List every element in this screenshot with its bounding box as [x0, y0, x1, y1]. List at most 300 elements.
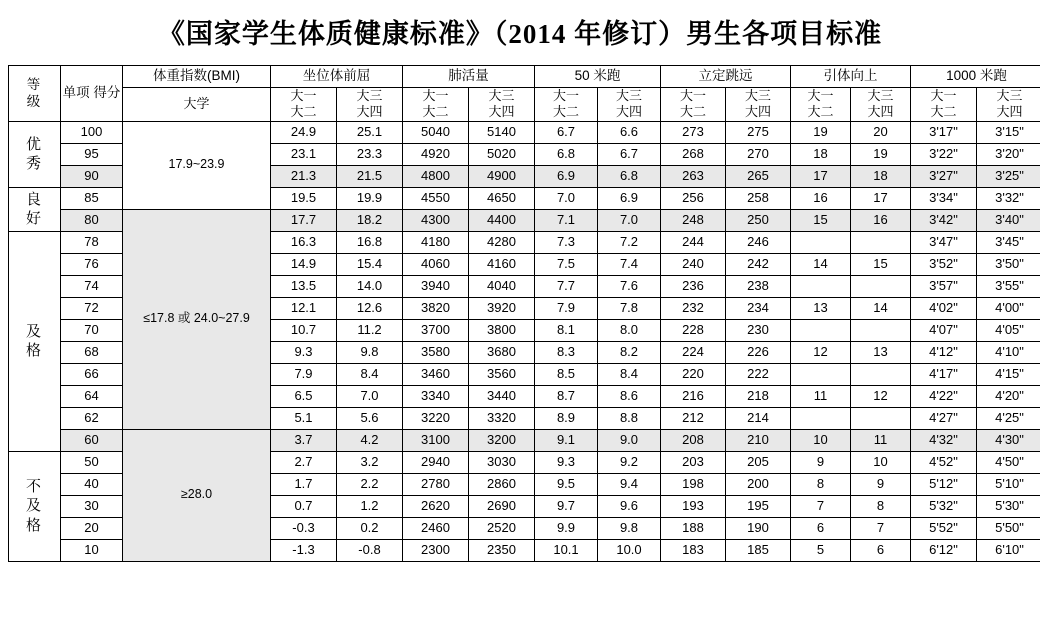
run1000-d12-cell: 3'47" [911, 231, 977, 253]
sit-and-reach-d34-cell: 7.0 [337, 385, 403, 407]
score-cell: 40 [61, 473, 123, 495]
header-sub-pullup-d34: 大三 大四 [851, 88, 911, 122]
vital-capacity-d12-cell: 3100 [403, 429, 469, 451]
pullup-d12-cell [791, 275, 851, 297]
vital-capacity-d34-cell: 4280 [469, 231, 535, 253]
run50-d34-cell: 6.9 [598, 187, 661, 209]
vital-capacity-d12-cell: 3940 [403, 275, 469, 297]
run50-d12-cell: 7.9 [535, 297, 598, 319]
sit-and-reach-d12-cell: 13.5 [271, 275, 337, 297]
score-cell: 70 [61, 319, 123, 341]
sit-and-reach-d12-cell: 2.7 [271, 451, 337, 473]
run50-d12-cell: 7.1 [535, 209, 598, 231]
vital-capacity-d34-cell: 3440 [469, 385, 535, 407]
run50-d12-cell: 8.9 [535, 407, 598, 429]
run1000-d34-cell: 3'20" [977, 143, 1040, 165]
jump-d12-cell: 220 [661, 363, 726, 385]
vital-capacity-d34-cell: 2690 [469, 495, 535, 517]
run1000-d34-cell: 3'25" [977, 165, 1040, 187]
pullup-d12-cell [791, 319, 851, 341]
sit-and-reach-d34-cell: 0.2 [337, 517, 403, 539]
jump-d34-cell: 210 [726, 429, 791, 451]
grade-char: 格 [25, 516, 43, 534]
pullup-d34-cell: 16 [851, 209, 911, 231]
run50-d34-cell: 8.4 [598, 363, 661, 385]
run50-d12-cell: 9.7 [535, 495, 598, 517]
vital-capacity-d34-cell: 2350 [469, 539, 535, 561]
score-cell: 66 [61, 363, 123, 385]
pullup-d12-cell: 7 [791, 495, 851, 517]
header-sub-sit-d12: 大一 大二 [271, 88, 337, 122]
run1000-d34-cell: 5'30" [977, 495, 1040, 517]
vital-capacity-d12-cell: 3700 [403, 319, 469, 341]
pullup-d34-cell: 6 [851, 539, 911, 561]
pullup-d12-cell: 11 [791, 385, 851, 407]
vital-capacity-d12-cell: 4060 [403, 253, 469, 275]
vital-capacity-d34-cell: 5020 [469, 143, 535, 165]
vital-capacity-d12-cell: 4180 [403, 231, 469, 253]
grade-char: 好 [25, 210, 43, 227]
sit-and-reach-d12-cell: 21.3 [271, 165, 337, 187]
sit-and-reach-d34-cell: 19.9 [337, 187, 403, 209]
score-cell: 72 [61, 297, 123, 319]
jump-d34-cell: 195 [726, 495, 791, 517]
header-group-pull-up: 引体向上 [791, 66, 911, 88]
table-header [9, 66, 1040, 122]
vital-capacity-d12-cell: 2460 [403, 517, 469, 539]
jump-d34-cell: 265 [726, 165, 791, 187]
score-cell: 68 [61, 341, 123, 363]
run1000-d12-cell: 4'02" [911, 297, 977, 319]
jump-d12-cell: 193 [661, 495, 726, 517]
vital-capacity-d34-cell: 4160 [469, 253, 535, 275]
bmi-cell: ≤17.8 或 24.0~27.9 [123, 209, 271, 429]
sit-and-reach-d12-cell: 19.5 [271, 187, 337, 209]
pullup-d12-cell: 13 [791, 297, 851, 319]
run50-d12-cell: 7.0 [535, 187, 598, 209]
vital-capacity-d12-cell: 4550 [403, 187, 469, 209]
sit-and-reach-d34-cell: 4.2 [337, 429, 403, 451]
sit-and-reach-d34-cell: 2.2 [337, 473, 403, 495]
grade-label-good [9, 187, 61, 231]
vital-capacity-d34-cell: 4040 [469, 275, 535, 297]
score-cell: 100 [61, 121, 123, 143]
grade-char: 良 [25, 190, 43, 208]
jump-d34-cell: 238 [726, 275, 791, 297]
run50-d34-cell: 7.8 [598, 297, 661, 319]
run50-d34-cell: 8.0 [598, 319, 661, 341]
pullup-d34-cell [851, 319, 911, 341]
vital-capacity-d34-cell: 2520 [469, 517, 535, 539]
jump-d12-cell: 256 [661, 187, 726, 209]
run1000-d34-cell: 4'50" [977, 451, 1040, 473]
pullup-d34-cell: 11 [851, 429, 911, 451]
jump-d34-cell: 226 [726, 341, 791, 363]
header-group-sit-and-reach: 坐位体前屈 [271, 66, 403, 88]
jump-d12-cell: 188 [661, 517, 726, 539]
header-sub-bmi-university: 大学 [123, 88, 271, 122]
jump-d12-cell: 228 [661, 319, 726, 341]
pullup-d12-cell [791, 407, 851, 429]
run1000-d34-cell: 4'15" [977, 363, 1040, 385]
vital-capacity-d34-cell: 3560 [469, 363, 535, 385]
sit-and-reach-d34-cell: 8.4 [337, 363, 403, 385]
table-body [9, 121, 1040, 561]
sit-and-reach-d12-cell: -0.3 [271, 517, 337, 539]
run50-d12-cell: 9.1 [535, 429, 598, 451]
header-grade: 等 级 [9, 66, 61, 122]
grade-char: 优 [25, 135, 43, 153]
jump-d34-cell: 214 [726, 407, 791, 429]
score-cell: 76 [61, 253, 123, 275]
sit-and-reach-d12-cell: 3.7 [271, 429, 337, 451]
vital-capacity-d12-cell: 5040 [403, 121, 469, 143]
sit-and-reach-d34-cell: 9.8 [337, 341, 403, 363]
header-group-vital-capacity: 肺活量 [403, 66, 535, 88]
grade-char: 秀 [25, 155, 43, 172]
jump-d34-cell: 185 [726, 539, 791, 561]
pullup-d34-cell: 12 [851, 385, 911, 407]
jump-d12-cell: 198 [661, 473, 726, 495]
grade-label-excellent [9, 121, 61, 187]
run50-d34-cell: 6.7 [598, 143, 661, 165]
header-sub-run50-d34: 大三 大四 [598, 88, 661, 122]
score-cell: 85 [61, 187, 123, 209]
run50-d12-cell: 9.3 [535, 451, 598, 473]
sit-and-reach-d34-cell: 14.0 [337, 275, 403, 297]
run1000-d34-cell: 5'10" [977, 473, 1040, 495]
run1000-d12-cell: 4'12" [911, 341, 977, 363]
pullup-d34-cell: 9 [851, 473, 911, 495]
sit-and-reach-d34-cell: 5.6 [337, 407, 403, 429]
run50-d34-cell: 7.6 [598, 275, 661, 297]
run50-d12-cell: 8.3 [535, 341, 598, 363]
pullup-d34-cell [851, 407, 911, 429]
run50-d34-cell: 9.0 [598, 429, 661, 451]
run50-d34-cell: 10.0 [598, 539, 661, 561]
bmi-cell: ≥28.0 [123, 429, 271, 561]
vital-capacity-d34-cell: 3680 [469, 341, 535, 363]
run50-d34-cell: 9.6 [598, 495, 661, 517]
jump-d12-cell: 216 [661, 385, 726, 407]
run50-d12-cell: 7.3 [535, 231, 598, 253]
sit-and-reach-d34-cell: 15.4 [337, 253, 403, 275]
run50-d12-cell: 6.7 [535, 121, 598, 143]
run50-d34-cell: 7.4 [598, 253, 661, 275]
score-cell: 64 [61, 385, 123, 407]
vital-capacity-d34-cell: 4900 [469, 165, 535, 187]
pullup-d34-cell: 17 [851, 187, 911, 209]
vital-capacity-d12-cell: 3820 [403, 297, 469, 319]
pullup-d12-cell: 6 [791, 517, 851, 539]
score-cell: 30 [61, 495, 123, 517]
pullup-d34-cell: 18 [851, 165, 911, 187]
run1000-d12-cell: 5'52" [911, 517, 977, 539]
header-sub-vital-d34: 大三 大四 [469, 88, 535, 122]
vital-capacity-d34-cell: 2860 [469, 473, 535, 495]
jump-d12-cell: 240 [661, 253, 726, 275]
jump-d12-cell: 236 [661, 275, 726, 297]
jump-d34-cell: 190 [726, 517, 791, 539]
run50-d12-cell: 7.7 [535, 275, 598, 297]
run1000-d12-cell: 4'32" [911, 429, 977, 451]
pullup-d34-cell [851, 231, 911, 253]
grade-char: 格 [25, 342, 43, 359]
pullup-d34-cell [851, 275, 911, 297]
run50-d34-cell: 8.6 [598, 385, 661, 407]
pullup-d12-cell [791, 231, 851, 253]
pullup-d12-cell: 15 [791, 209, 851, 231]
header-sub-run1000-d12: 大一 大二 [911, 88, 977, 122]
run1000-d12-cell: 3'34" [911, 187, 977, 209]
run1000-d12-cell: 3'42" [911, 209, 977, 231]
vital-capacity-d12-cell: 2940 [403, 451, 469, 473]
run50-d12-cell: 6.9 [535, 165, 598, 187]
sit-and-reach-d34-cell: -0.8 [337, 539, 403, 561]
pullup-d12-cell [791, 363, 851, 385]
jump-d12-cell: 248 [661, 209, 726, 231]
pullup-d12-cell: 16 [791, 187, 851, 209]
score-cell: 78 [61, 231, 123, 253]
header-sub-sit-d34: 大三 大四 [337, 88, 403, 122]
run1000-d34-cell: 3'55" [977, 275, 1040, 297]
run1000-d34-cell: 4'00" [977, 297, 1040, 319]
vital-capacity-d34-cell: 5140 [469, 121, 535, 143]
vital-capacity-d12-cell: 2620 [403, 495, 469, 517]
jump-d34-cell: 258 [726, 187, 791, 209]
run1000-d12-cell: 4'27" [911, 407, 977, 429]
jump-d34-cell: 246 [726, 231, 791, 253]
run1000-d12-cell: 3'27" [911, 165, 977, 187]
run50-d12-cell: 9.9 [535, 517, 598, 539]
vital-capacity-d12-cell: 3340 [403, 385, 469, 407]
header-group-bmi: 体重指数(BMI) [123, 66, 271, 88]
sit-and-reach-d12-cell: -1.3 [271, 539, 337, 561]
sit-and-reach-d12-cell: 24.9 [271, 121, 337, 143]
sit-and-reach-d12-cell: 9.3 [271, 341, 337, 363]
score-cell: 60 [61, 429, 123, 451]
jump-d12-cell: 232 [661, 297, 726, 319]
run1000-d34-cell: 3'45" [977, 231, 1040, 253]
run50-d34-cell: 7.0 [598, 209, 661, 231]
sit-and-reach-d34-cell: 12.6 [337, 297, 403, 319]
run1000-d12-cell: 4'22" [911, 385, 977, 407]
jump-d12-cell: 224 [661, 341, 726, 363]
run1000-d12-cell: 3'57" [911, 275, 977, 297]
vital-capacity-d12-cell: 2300 [403, 539, 469, 561]
run1000-d12-cell: 6'12" [911, 539, 977, 561]
sit-and-reach-d12-cell: 23.1 [271, 143, 337, 165]
header-group-50m-run: 50 米跑 [535, 66, 661, 88]
header-group-1000m-run: 1000 米跑 [911, 66, 1040, 88]
run50-d12-cell: 8.5 [535, 363, 598, 385]
sit-and-reach-d12-cell: 1.7 [271, 473, 337, 495]
standards-table [8, 65, 1040, 562]
pullup-d34-cell: 15 [851, 253, 911, 275]
sit-and-reach-d12-cell: 17.7 [271, 209, 337, 231]
pullup-d34-cell: 13 [851, 341, 911, 363]
pullup-d34-cell: 10 [851, 451, 911, 473]
pullup-d12-cell: 9 [791, 451, 851, 473]
sit-and-reach-d12-cell: 5.1 [271, 407, 337, 429]
run1000-d12-cell: 3'52" [911, 253, 977, 275]
score-cell: 95 [61, 143, 123, 165]
score-cell: 50 [61, 451, 123, 473]
run50-d34-cell: 7.2 [598, 231, 661, 253]
header-score: 单项 得分 [61, 66, 123, 122]
run1000-d34-cell: 6'10" [977, 539, 1040, 561]
run50-d34-cell: 6.6 [598, 121, 661, 143]
run1000-d34-cell: 4'05" [977, 319, 1040, 341]
run50-d12-cell: 6.8 [535, 143, 598, 165]
vital-capacity-d12-cell: 4300 [403, 209, 469, 231]
sit-and-reach-d34-cell: 21.5 [337, 165, 403, 187]
run1000-d34-cell: 4'25" [977, 407, 1040, 429]
vital-capacity-d34-cell: 3200 [469, 429, 535, 451]
vital-capacity-d12-cell: 4800 [403, 165, 469, 187]
vital-capacity-d12-cell: 4920 [403, 143, 469, 165]
grade-label-fail [9, 451, 61, 561]
sit-and-reach-d12-cell: 14.9 [271, 253, 337, 275]
pullup-d34-cell: 7 [851, 517, 911, 539]
table-row [9, 429, 1040, 451]
pullup-d12-cell: 10 [791, 429, 851, 451]
sit-and-reach-d34-cell: 18.2 [337, 209, 403, 231]
table-row [9, 121, 1040, 143]
sit-and-reach-d34-cell: 23.3 [337, 143, 403, 165]
score-cell: 62 [61, 407, 123, 429]
run1000-d34-cell: 3'15" [977, 121, 1040, 143]
jump-d34-cell: 205 [726, 451, 791, 473]
run50-d12-cell: 8.1 [535, 319, 598, 341]
run1000-d12-cell: 5'12" [911, 473, 977, 495]
header-sub-pullup-d12: 大一 大二 [791, 88, 851, 122]
run50-d34-cell: 6.8 [598, 165, 661, 187]
run50-d34-cell: 9.2 [598, 451, 661, 473]
jump-d34-cell: 242 [726, 253, 791, 275]
header-sub-jump-d12: 大一 大二 [661, 88, 726, 122]
vital-capacity-d34-cell: 4650 [469, 187, 535, 209]
jump-d12-cell: 212 [661, 407, 726, 429]
score-cell: 74 [61, 275, 123, 297]
sit-and-reach-d12-cell: 16.3 [271, 231, 337, 253]
sit-and-reach-d12-cell: 12.1 [271, 297, 337, 319]
score-cell: 80 [61, 209, 123, 231]
header-group-standing-long-jump: 立定跳远 [661, 66, 791, 88]
bmi-cell: 17.9~23.9 [123, 121, 271, 209]
sit-and-reach-d34-cell: 3.2 [337, 451, 403, 473]
jump-d12-cell: 268 [661, 143, 726, 165]
jump-d34-cell: 275 [726, 121, 791, 143]
jump-d34-cell: 270 [726, 143, 791, 165]
sit-and-reach-d34-cell: 1.2 [337, 495, 403, 517]
vital-capacity-d34-cell: 3920 [469, 297, 535, 319]
grade-char: 不 [25, 477, 43, 495]
sit-and-reach-d12-cell: 7.9 [271, 363, 337, 385]
header-sub-run1000-d34: 大三 大四 [977, 88, 1040, 122]
sit-and-reach-d34-cell: 16.8 [337, 231, 403, 253]
run50-d34-cell: 8.2 [598, 341, 661, 363]
run1000-d34-cell: 4'10" [977, 341, 1040, 363]
jump-d34-cell: 222 [726, 363, 791, 385]
score-cell: 90 [61, 165, 123, 187]
vital-capacity-d12-cell: 3220 [403, 407, 469, 429]
jump-d34-cell: 230 [726, 319, 791, 341]
jump-d34-cell: 200 [726, 473, 791, 495]
header-sub-run50-d12: 大一 大二 [535, 88, 598, 122]
pullup-d34-cell: 14 [851, 297, 911, 319]
header-sub-vital-d12: 大一 大二 [403, 88, 469, 122]
vital-capacity-d12-cell: 3580 [403, 341, 469, 363]
jump-d34-cell: 218 [726, 385, 791, 407]
jump-d34-cell: 250 [726, 209, 791, 231]
pullup-d34-cell: 19 [851, 143, 911, 165]
vital-capacity-d34-cell: 3800 [469, 319, 535, 341]
score-cell: 20 [61, 517, 123, 539]
jump-d12-cell: 203 [661, 451, 726, 473]
sit-and-reach-d12-cell: 6.5 [271, 385, 337, 407]
table-row [9, 209, 1040, 231]
grade-char: 及 [25, 322, 43, 340]
jump-d12-cell: 263 [661, 165, 726, 187]
header-row-groups [9, 66, 1040, 88]
run1000-d34-cell: 3'50" [977, 253, 1040, 275]
vital-capacity-d12-cell: 2780 [403, 473, 469, 495]
sit-and-reach-d34-cell: 11.2 [337, 319, 403, 341]
run1000-d12-cell: 4'07" [911, 319, 977, 341]
run1000-d12-cell: 4'52" [911, 451, 977, 473]
header-sub-jump-d34: 大三 大四 [726, 88, 791, 122]
run1000-d34-cell: 5'50" [977, 517, 1040, 539]
run50-d34-cell: 9.8 [598, 517, 661, 539]
run1000-d12-cell: 3'22" [911, 143, 977, 165]
pullup-d34-cell [851, 363, 911, 385]
pullup-d34-cell: 8 [851, 495, 911, 517]
run50-d12-cell: 8.7 [535, 385, 598, 407]
run1000-d34-cell: 4'20" [977, 385, 1040, 407]
sit-and-reach-d12-cell: 0.7 [271, 495, 337, 517]
run1000-d12-cell: 3'17" [911, 121, 977, 143]
sit-and-reach-d34-cell: 25.1 [337, 121, 403, 143]
grade-label-pass [9, 231, 61, 451]
vital-capacity-d34-cell: 3030 [469, 451, 535, 473]
run1000-d12-cell: 4'17" [911, 363, 977, 385]
pullup-d12-cell: 12 [791, 341, 851, 363]
jump-d12-cell: 208 [661, 429, 726, 451]
run50-d12-cell: 9.5 [535, 473, 598, 495]
pullup-d12-cell: 14 [791, 253, 851, 275]
vital-capacity-d34-cell: 4400 [469, 209, 535, 231]
jump-d12-cell: 273 [661, 121, 726, 143]
run1000-d34-cell: 3'40" [977, 209, 1040, 231]
jump-d34-cell: 234 [726, 297, 791, 319]
jump-d12-cell: 244 [661, 231, 726, 253]
run50-d34-cell: 8.8 [598, 407, 661, 429]
page-title: 《国家学生体质健康标准》（2014 年修订）男生各项目标准 [157, 19, 883, 49]
run50-d12-cell: 10.1 [535, 539, 598, 561]
run1000-d12-cell: 5'32" [911, 495, 977, 517]
pullup-d12-cell: 5 [791, 539, 851, 561]
header-row-subgroups [9, 88, 1040, 122]
score-cell: 10 [61, 539, 123, 561]
pullup-d12-cell: 19 [791, 121, 851, 143]
sit-and-reach-d12-cell: 10.7 [271, 319, 337, 341]
grade-char: 及 [25, 497, 43, 515]
vital-capacity-d34-cell: 3320 [469, 407, 535, 429]
jump-d12-cell: 183 [661, 539, 726, 561]
pullup-d12-cell: 8 [791, 473, 851, 495]
run50-d34-cell: 9.4 [598, 473, 661, 495]
